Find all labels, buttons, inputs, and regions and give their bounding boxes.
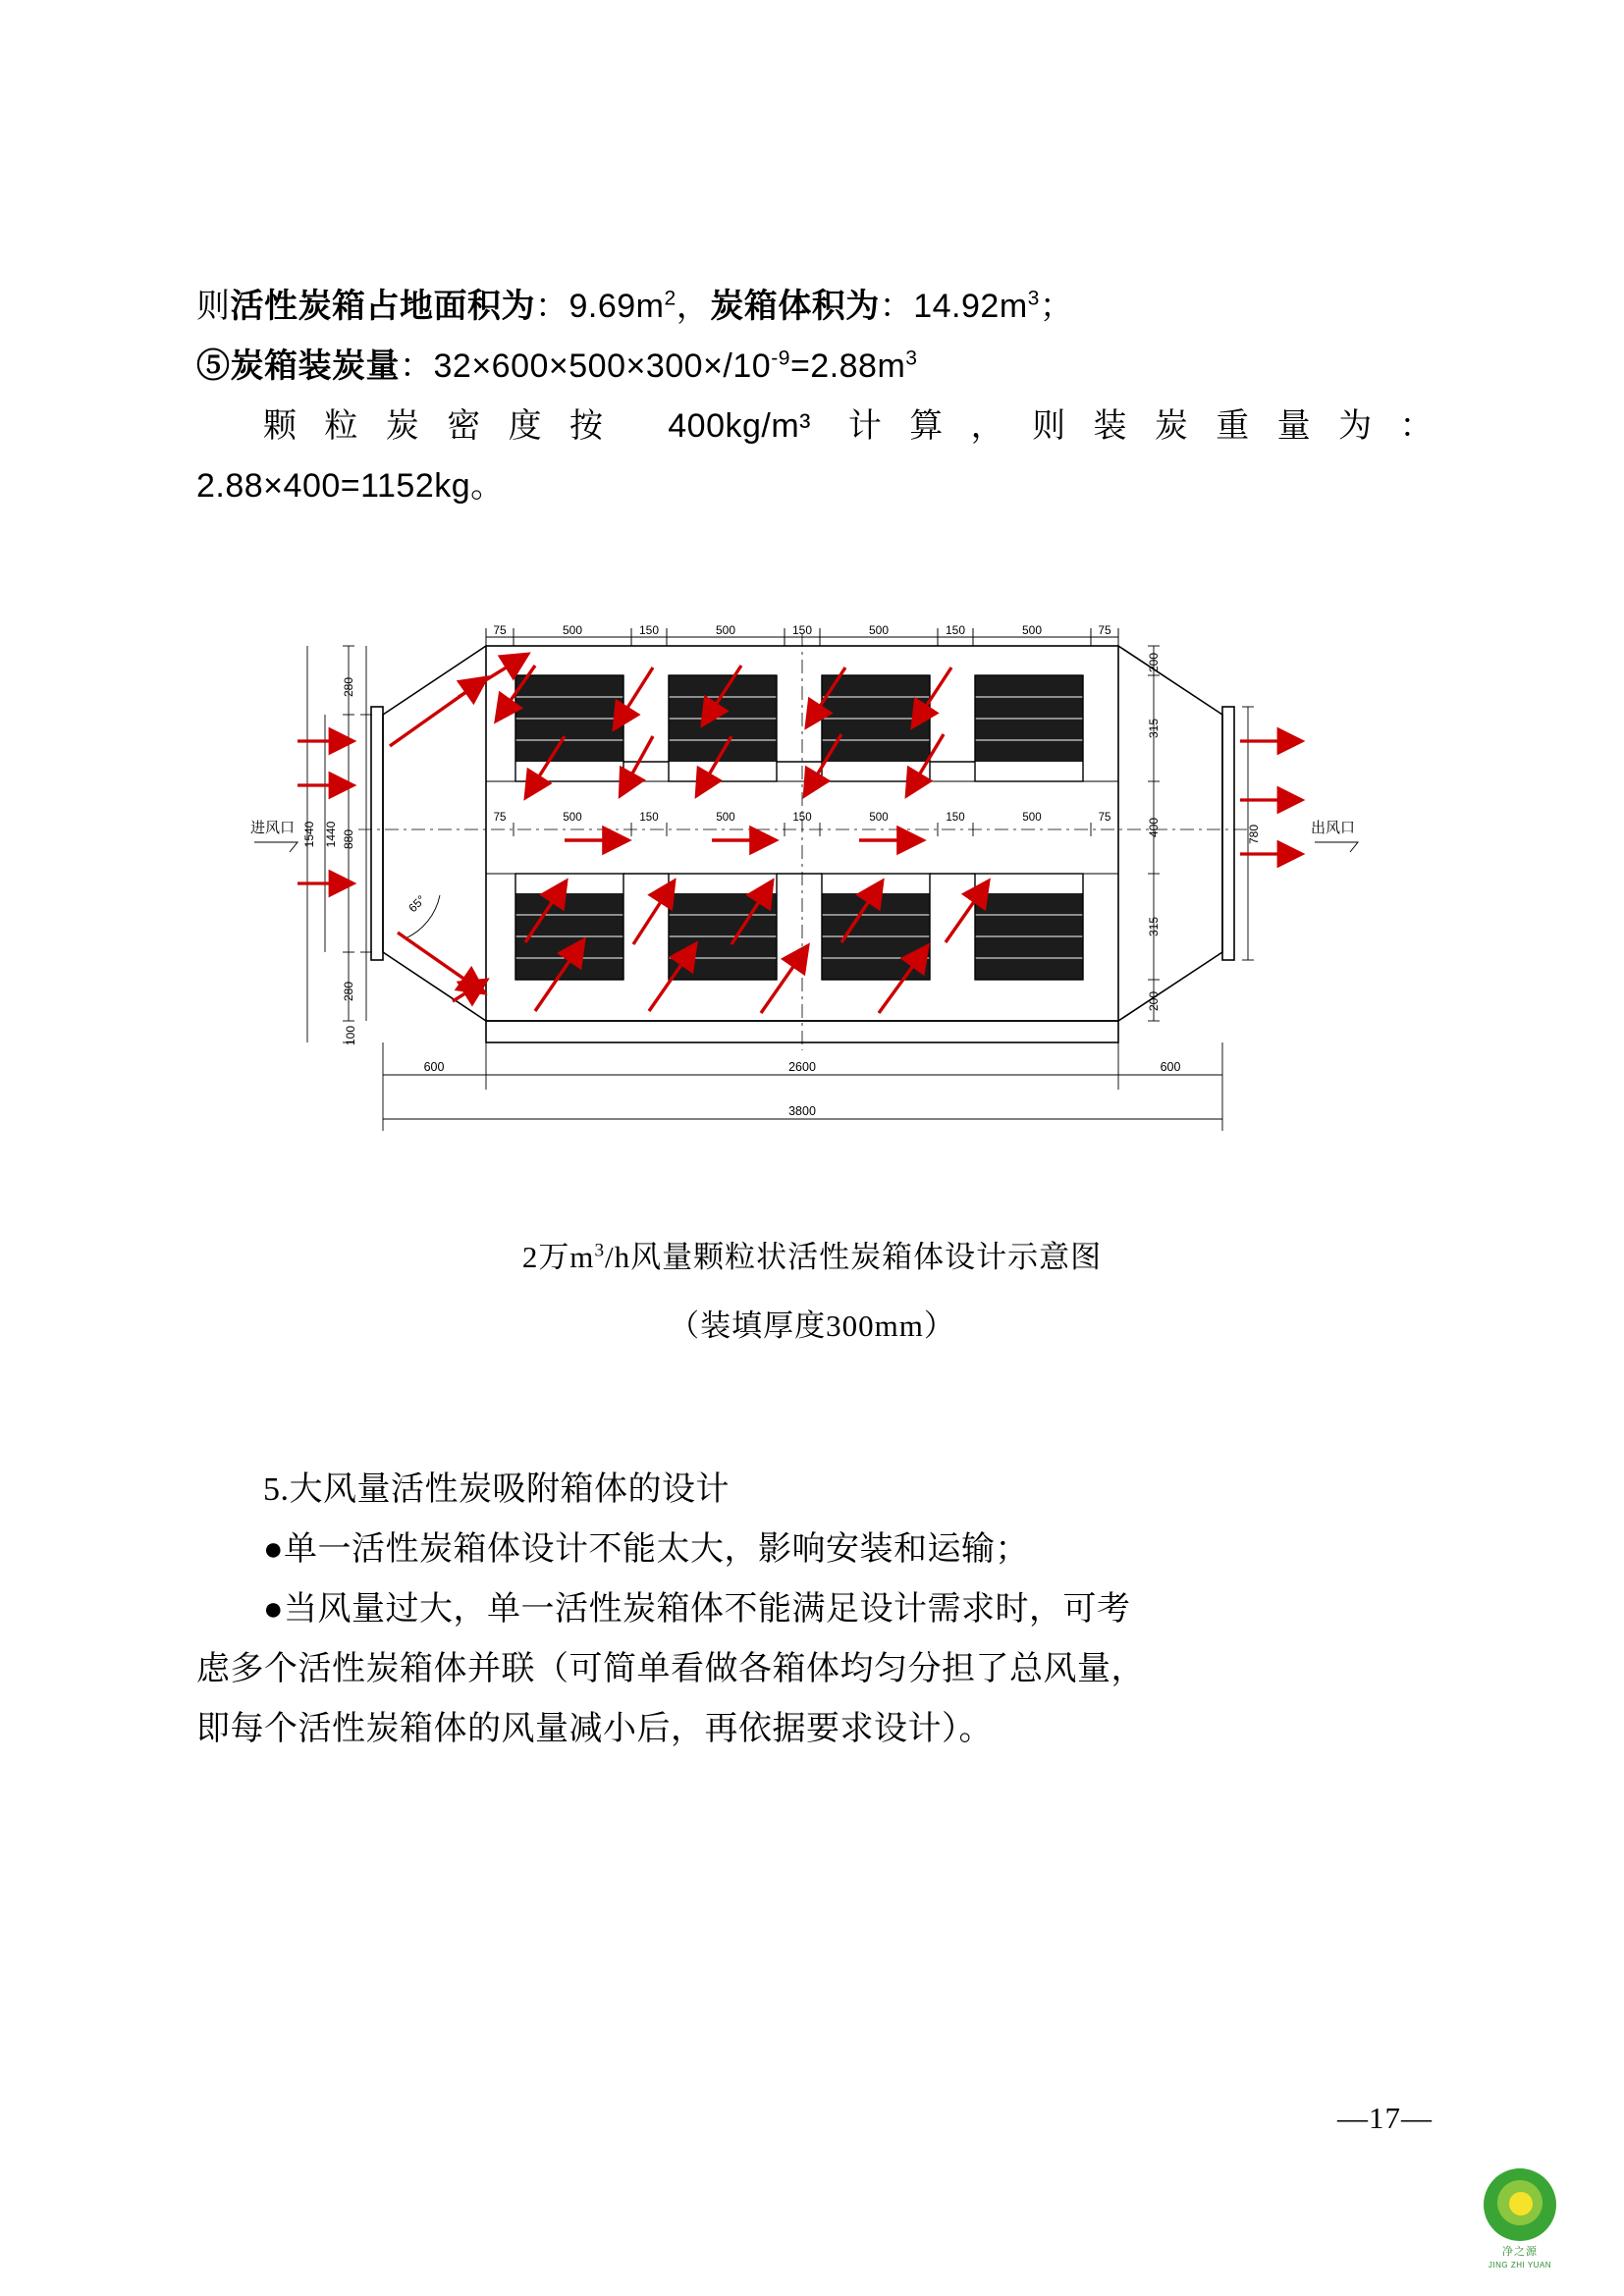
svg-text:150: 150 [945,623,966,637]
svg-text:500: 500 [716,812,735,824]
svg-text:150: 150 [946,812,965,824]
svg-text:200: 200 [1147,652,1161,673]
p1-seg-val2: ：$14.92m^3$； [879,287,1074,325]
figure-caption-line-1 [0,1232,1624,1276]
lower-text-block [196,1463,1434,1762]
svg-text:500: 500 [869,812,889,824]
bullet-2-line-2: 虑多个活性炭箱体并联（可简单看做各箱体均匀分担了总风量， [196,1651,1145,1688]
brand-logo [1475,2168,1565,2269]
svg-text:150: 150 [639,812,659,824]
svg-text:150: 150 [638,623,660,637]
svg-text:400: 400 [1147,817,1161,838]
figure-caption-text-1: 2万$m^3/h$风量颗粒状活性炭箱体设计示意图 [521,1240,1103,1274]
svg-text:75: 75 [1098,812,1111,824]
svg-text:65°: 65° [406,892,428,916]
svg-text:315: 315 [1147,916,1161,937]
svg-text:500: 500 [1021,623,1043,637]
svg-text:200: 200 [1147,990,1161,1012]
section-heading: 5.大风量活性炭吸附箱体的设计 [263,1471,730,1508]
svg-text:150: 150 [791,623,813,637]
figure-activated-carbon-box [241,589,1399,1178]
svg-text:280: 280 [342,981,355,1002]
svg-text:280: 280 [342,676,355,698]
logo-name-pinyin: JING ZHI YUAN [1488,2261,1552,2269]
svg-text:500: 500 [715,623,736,637]
svg-text:315: 315 [1147,718,1161,739]
leaf-icon [1484,2168,1556,2241]
svg-text:500: 500 [868,623,890,637]
svg-text:75: 75 [493,623,507,637]
p1-seg-ze: 则 [196,288,231,325]
bullet-1: ●单一活性炭箱体设计不能太大，影响安装和运输； [263,1531,1030,1569]
svg-text:75: 75 [1098,623,1111,637]
svg-text:1540: 1540 [302,821,316,848]
p1-seg-val1: ：$9.69m^2$， [535,287,711,325]
p2-label: ⑤炭箱装炭量 [196,348,400,386]
paragraph-3: 颗粒炭密度按 400kg/m³ 计算，则装炭重量为： [263,407,1434,446]
svg-text:500: 500 [563,812,582,824]
upper-text-block [196,280,1434,519]
paragraph-1 [196,280,1434,334]
p1-seg-bold1: 活性炭箱占地面积为 [230,289,535,325]
svg-text:600: 600 [423,1060,445,1074]
svg-text:出风口: 出风口 [1311,820,1356,836]
page-number: —17— [1337,2101,1433,2135]
svg-text:500: 500 [1022,812,1042,824]
logo-name-cn: 净之源 [1502,2246,1538,2258]
paragraph-2 [196,340,1434,394]
svg-text:1440: 1440 [324,821,338,848]
svg-text:75: 75 [493,812,507,824]
bullet-2-line-1: ●当风量过大，单一活性炭箱体不能满足设计需求时，可考 [263,1591,1131,1629]
svg-text:780: 780 [1247,824,1261,845]
svg-text:3800: 3800 [788,1104,816,1118]
figure-caption-line-2: （装填厚度300mm） [669,1308,955,1343]
svg-text:进风口: 进风口 [250,820,296,836]
p2-value: ：$32\times 600\times 500\times 300\times/10^{-9}=2.88m^3$ [400,347,918,386]
svg-text:500: 500 [562,623,583,637]
svg-text:2600: 2600 [788,1060,816,1074]
paragraph-4: 2.88×400=1152kg。 [196,467,505,506]
svg-text:100: 100 [344,1025,357,1046]
bullet-2-line-3: 即每个活性炭箱体的风量减小后，再依据要求设计）。 [196,1711,993,1748]
p1-seg-bold2: 炭箱体积为 [710,289,880,325]
svg-text:150: 150 [792,812,812,824]
svg-text:600: 600 [1160,1060,1181,1074]
svg-text:880: 880 [342,828,355,850]
